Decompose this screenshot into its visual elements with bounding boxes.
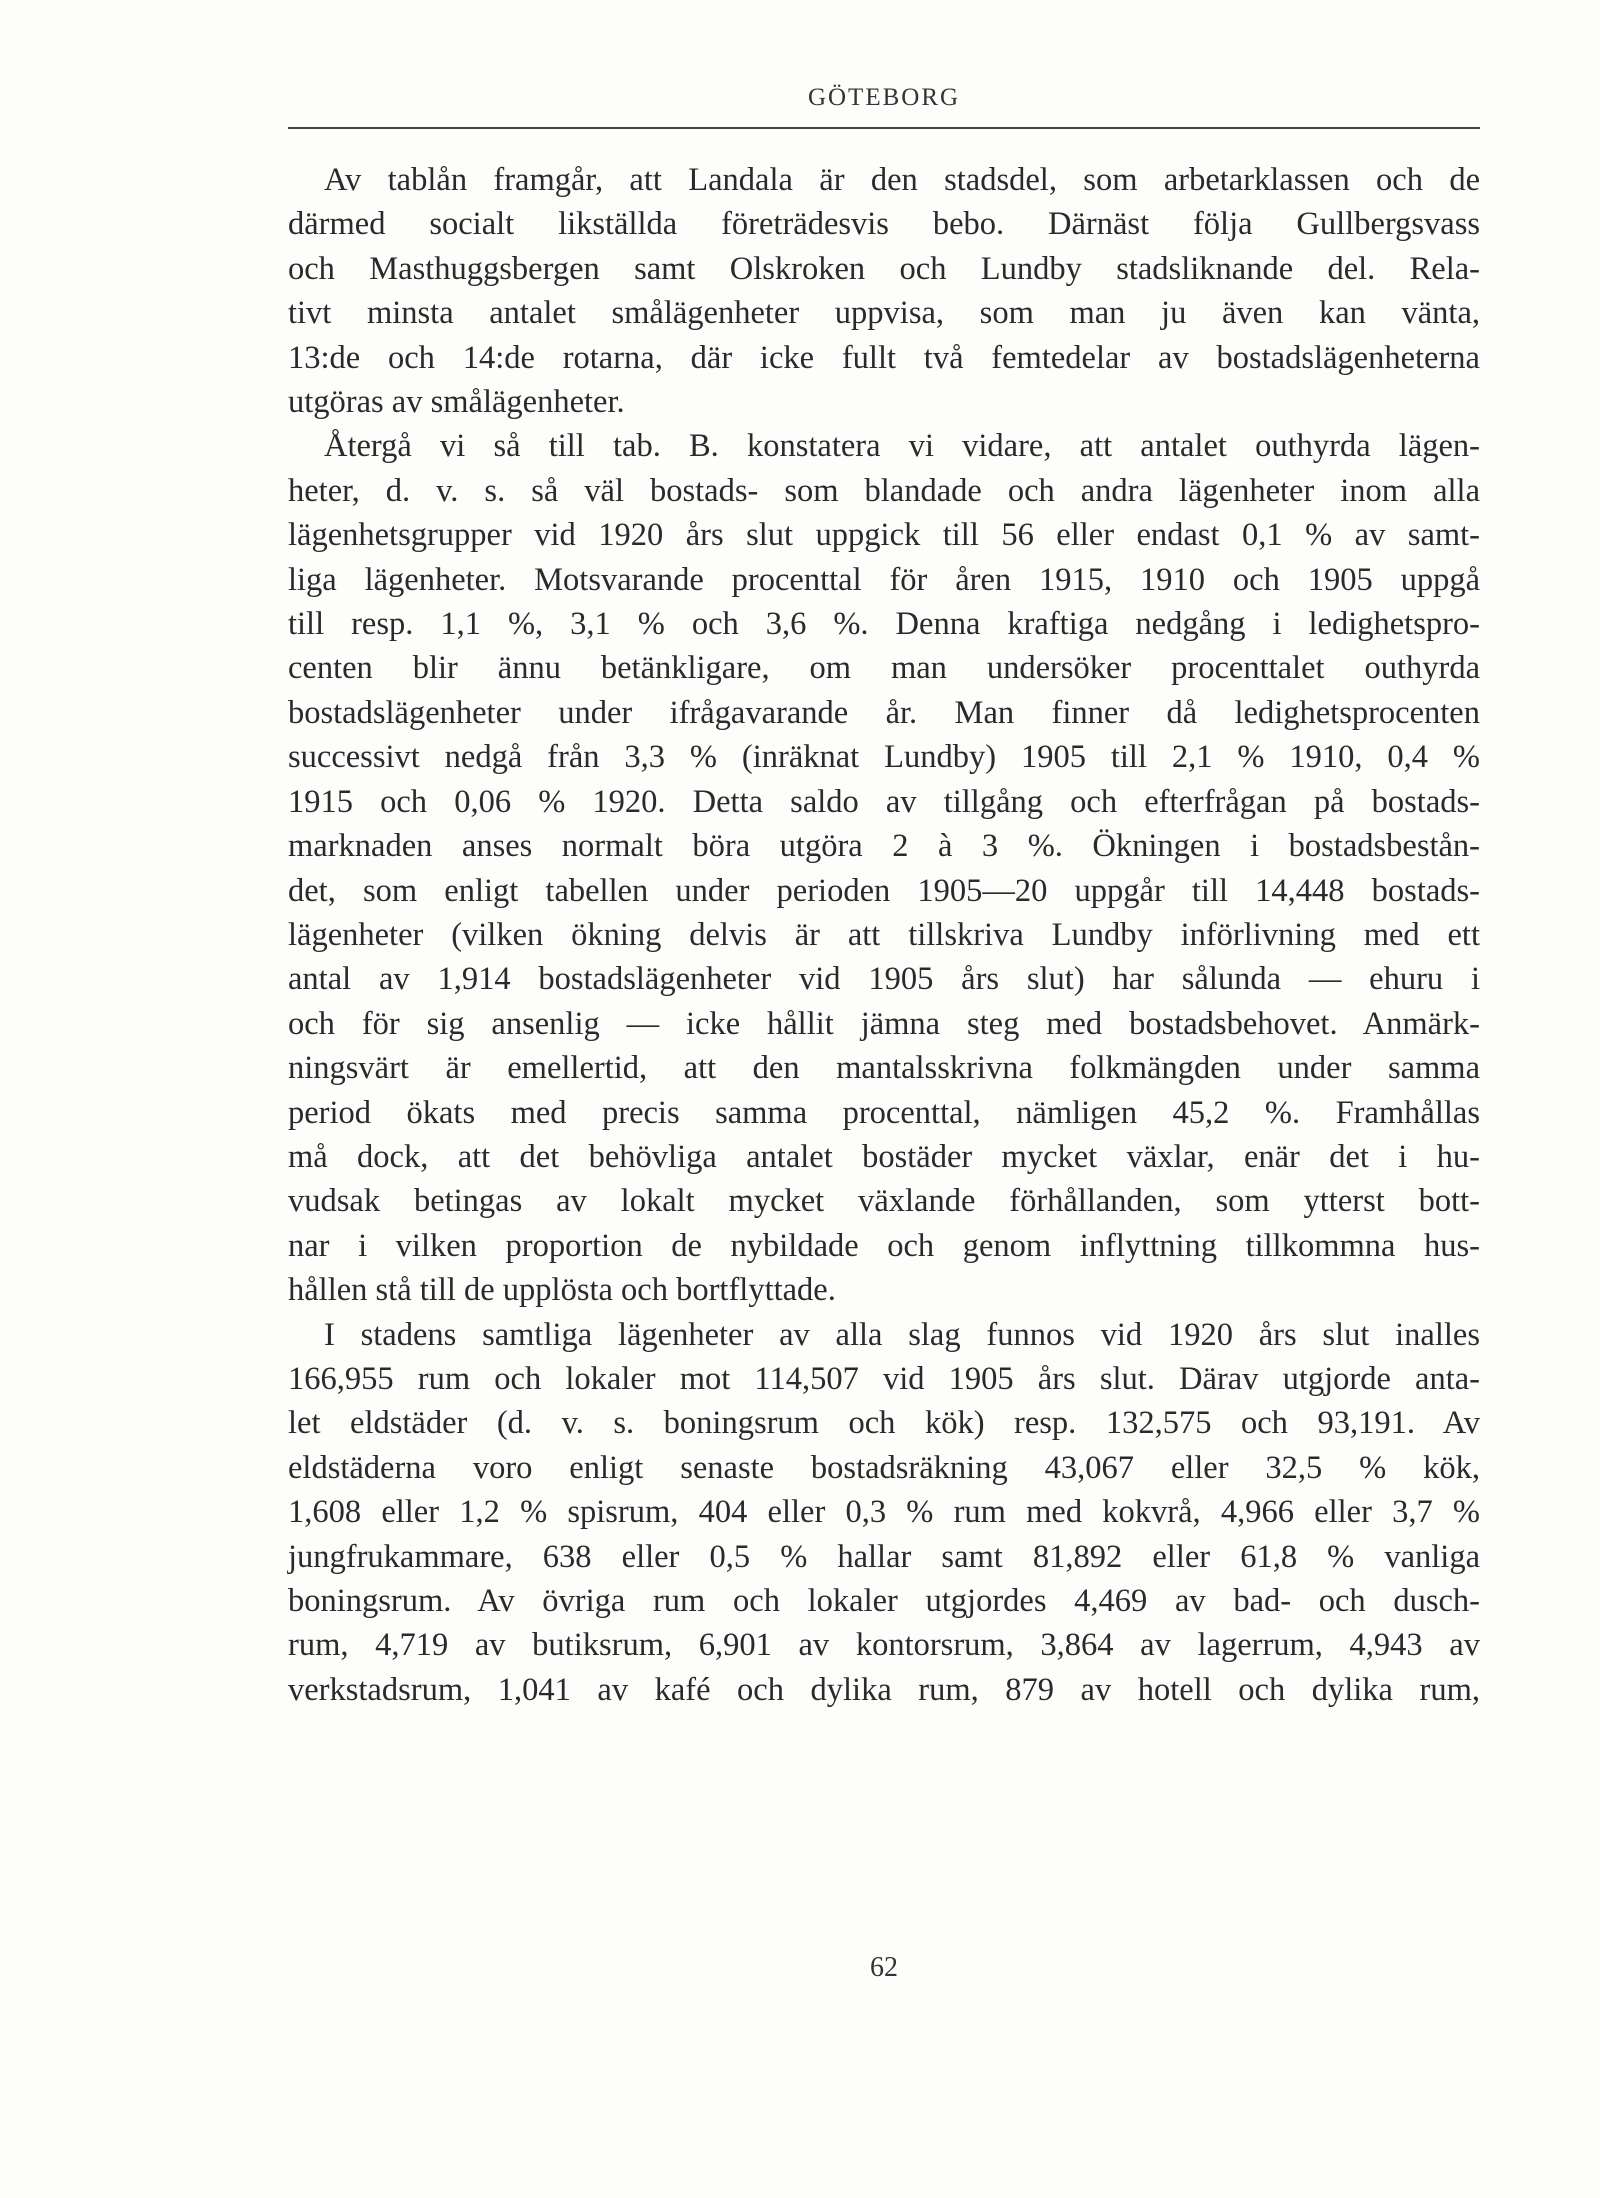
text-line: och Masthuggsbergen samt Olskroken och Lundby stadsliknande del. Rela- — [288, 250, 1480, 287]
text-line: därmed socialt likställda företrädesvis bebo. Därnäst följa Gullbergsvass — [288, 206, 1480, 243]
text-line: let eldstäder (d. v. s. boningsrum och kök) resp. 132,575 och 93,191. Av — [288, 1405, 1480, 1442]
text-line: till resp. 1,1 %, 3,1 % och 3,6 %. Denna kraftiga nedgång i ledighetspro- — [288, 606, 1480, 643]
header-rule — [288, 127, 1480, 129]
text-line: 1915 och 0,06 % 1920. Detta saldo av tillgång och efterfrågan på bostads- — [288, 783, 1480, 820]
text-line: Återgå vi så till tab. B. konstatera vi vidare, att antalet outhyrda lägen- — [324, 428, 1480, 465]
text-line: liga lägenheter. Motsvarande procenttal för åren 1915, 1910 och 1905 uppgå — [288, 561, 1480, 598]
running-head: GÖTEBORG — [807, 84, 961, 111]
text-line: period ökats med precis samma procenttal, nämligen 45,2 %. Framhållas — [288, 1094, 1480, 1131]
text-line: centen blir ännu betänkligare, om man undersöker procenttalet outhyrda — [288, 650, 1480, 687]
text-line: antal av 1,914 bostadslägenheter vid 1905 års slut) har sålunda — ehuru i — [288, 961, 1480, 998]
text-line: lägenhetsgrupper vid 1920 års slut uppgick till 56 eller endast 0,1 % av samt- — [288, 517, 1480, 554]
text-line: Av tablån framgår, att Landala är den stadsdel, som arbetarklassen och de — [324, 162, 1480, 198]
text-line: I stadens samtliga lägenheter av alla slag funnos vid 1920 års slut inalles — [324, 1316, 1480, 1353]
text-line: och för sig ansenlig — icke hållit jämna steg med bostadsbehovet. Anmärk- — [288, 1005, 1480, 1042]
text-line: boningsrum. Av övriga rum och lokaler utgjordes 4,469 av bad- och dusch- — [288, 1583, 1480, 1619]
text-line: bostadslägenheter under ifrågavarande år. Man finner då ledighetsprocenten — [288, 694, 1480, 731]
text-line: heter, d. v. s. så väl bostads- som blandade och andra lägenheter inom alla — [288, 472, 1480, 509]
page-number: 62 — [870, 1952, 898, 1983]
text-line: jungfrukammare, 638 eller 0,5 % hallar samt 81,892 eller 61,8 % vanliga — [288, 1538, 1480, 1575]
text-line: det, som enligt tabellen under perioden 1905—20 uppgår till 14,448 bostads- — [288, 872, 1480, 909]
paragraph — [288, 1313, 1480, 1713]
text-line: lägenheter (vilken ökning delvis är att tillskriva Lundby införlivning med ett — [288, 916, 1480, 953]
text-line: 13:de och 14:de rotarna, där icke fullt två femtedelar av bostadslägenheterna — [288, 339, 1480, 376]
text-line: 1,608 eller 1,2 % spisrum, 404 eller 0,3 % rum med kokvrå, 4,966 eller 3,7 % — [288, 1494, 1480, 1531]
text-line: utgöras av smålägenheter. — [288, 384, 625, 421]
paragraph — [288, 424, 1480, 1312]
body-text — [288, 158, 1480, 1712]
text-line: rum, 4,719 av butiksrum, 6,901 av kontorsrum, 3,864 av lagerrum, 4,943 av — [288, 1627, 1480, 1664]
text-line: vudsak betingas av lokalt mycket växlande förhållanden, som ytterst bott- — [288, 1183, 1480, 1220]
text-line: ningsvärt är emellertid, att den mantalsskrivna folkmängden under samma — [288, 1050, 1480, 1087]
text-line: må dock, att det behövliga antalet bostäder mycket växlar, enär det i hu- — [288, 1138, 1480, 1175]
text-line: nar i vilken proportion de nybildade och genom inflyttning tillkommna hus- — [288, 1227, 1480, 1264]
text-line: successivt nedgå från 3,3 % (inräknat Lundby) 1905 till 2,1 % 1910, 0,4 % — [288, 739, 1480, 776]
text-line: eldstäderna voro enligt senaste bostadsräkning 43,067 eller 32,5 % kök, — [288, 1449, 1480, 1486]
text-line: verkstadsrum, 1,041 av kafé och dylika rum, 879 av hotell och dylika rum, — [288, 1671, 1480, 1708]
paragraph — [288, 158, 1480, 424]
text-line: 166,955 rum och lokaler mot 114,507 vid 1905 års slut. Därav utgjorde anta- — [288, 1360, 1480, 1397]
text-line: hållen stå till de upplösta och bortflyttade. — [288, 1272, 836, 1309]
text-line: tivt minsta antalet smålägenheter uppvisa, som man ju även kan vänta, — [288, 295, 1480, 332]
text-line: marknaden anses normalt böra utgöra 2 à 3 %. Ökningen i bostadsbestån- — [288, 828, 1480, 865]
